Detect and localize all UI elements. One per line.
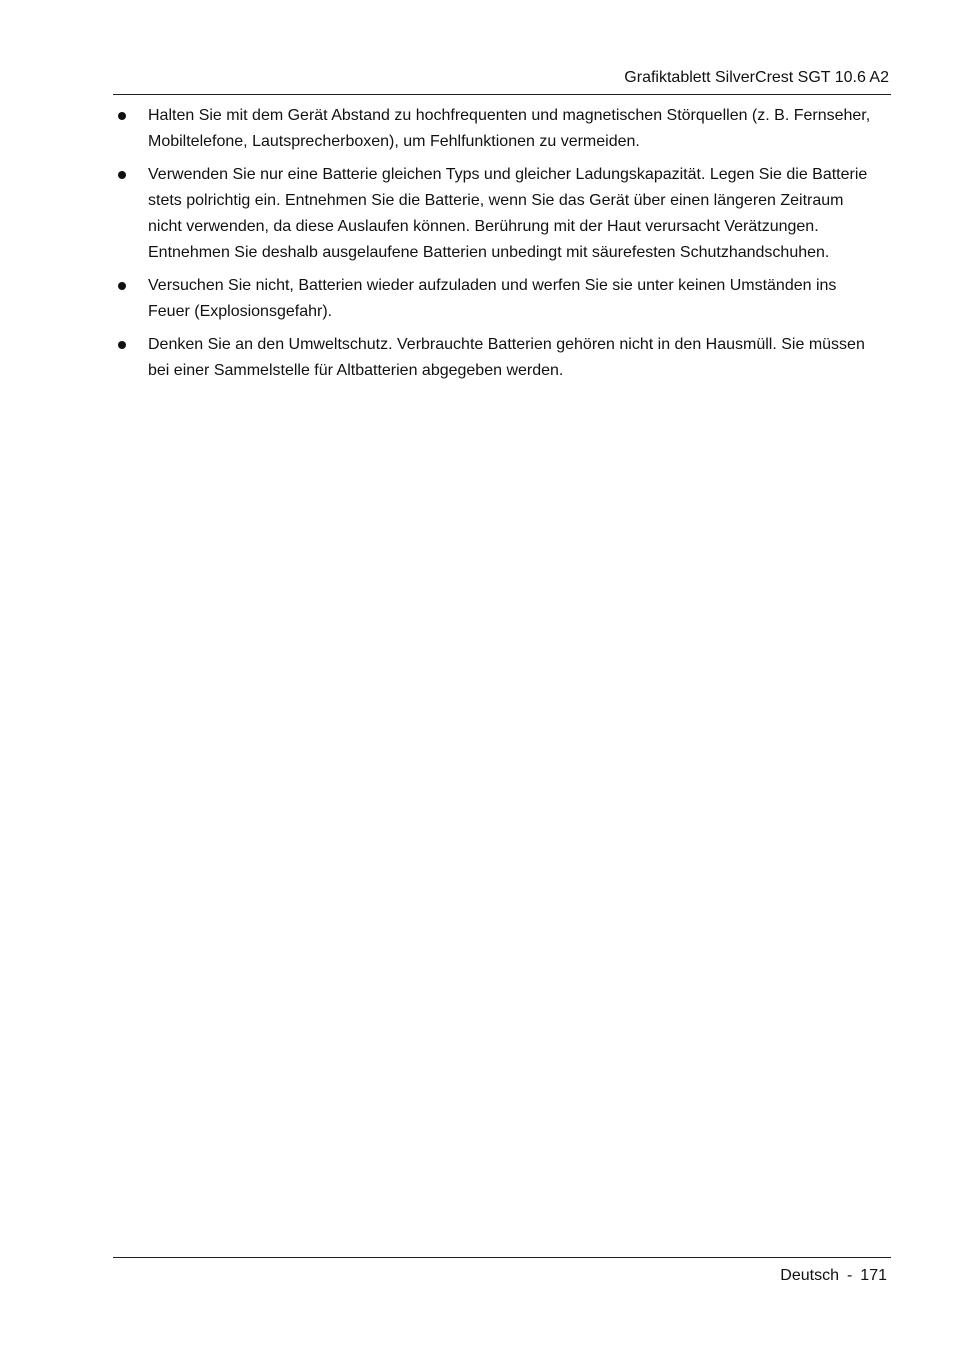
list-item-text: Verwenden Sie nur eine Batterie gleichen Typs und gleicher Ladungskapazität. Legen Sie die Batterie stets polrichtig ein. Entnehmen Sie die Batterie, wenn Sie das Gerät über einen längeren Zeitraum nicht verwenden, da diese Auslaufen können. Berührung mit der Haut verursacht Verätzungen. Entnehmen Sie deshalb ausgelaufene Batterien unbedingt mit säurefesten Schutzhandschuhen. <box>148 166 868 261</box>
footer-separator: - <box>846 1267 853 1284</box>
page-number: 171 <box>860 1267 887 1284</box>
page-header <box>113 64 891 95</box>
bullet-icon <box>118 341 126 349</box>
page-footer <box>113 1257 891 1284</box>
list-item-text: Denken Sie an den Umweltschutz. Verbrauchte Batterien gehören nicht in den Hausmüll. Sie müssen bei einer Sammelstelle für Altbatterien abgegeben werden. <box>148 336 865 379</box>
list-item <box>113 273 873 325</box>
list-item-text: Versuchen Sie nicht, Batterien wieder aufzuladen und werfen Sie sie unter keinen Umständen ins Feuer (Explosionsgefahr). <box>148 277 837 320</box>
footer-text <box>780 1266 887 1286</box>
bullet-icon <box>118 112 126 120</box>
list-item-text: Halten Sie mit dem Gerät Abstand zu hochfrequenten und magnetischen Störquellen (z. B. Fernseher, Mobiltelefone, Lautsprecherboxen), um Fehlfunktionen zu vermeiden. <box>148 107 871 150</box>
list-item <box>113 332 873 384</box>
list-item <box>113 162 873 266</box>
header-title: Grafiktablett SilverCrest SGT 10.6 A2 <box>624 69 889 86</box>
safety-bullet-list <box>113 103 873 391</box>
bullet-icon <box>118 171 126 179</box>
bullet-icon <box>118 282 126 290</box>
footer-language: Deutsch <box>780 1267 839 1284</box>
list-item <box>113 103 873 155</box>
